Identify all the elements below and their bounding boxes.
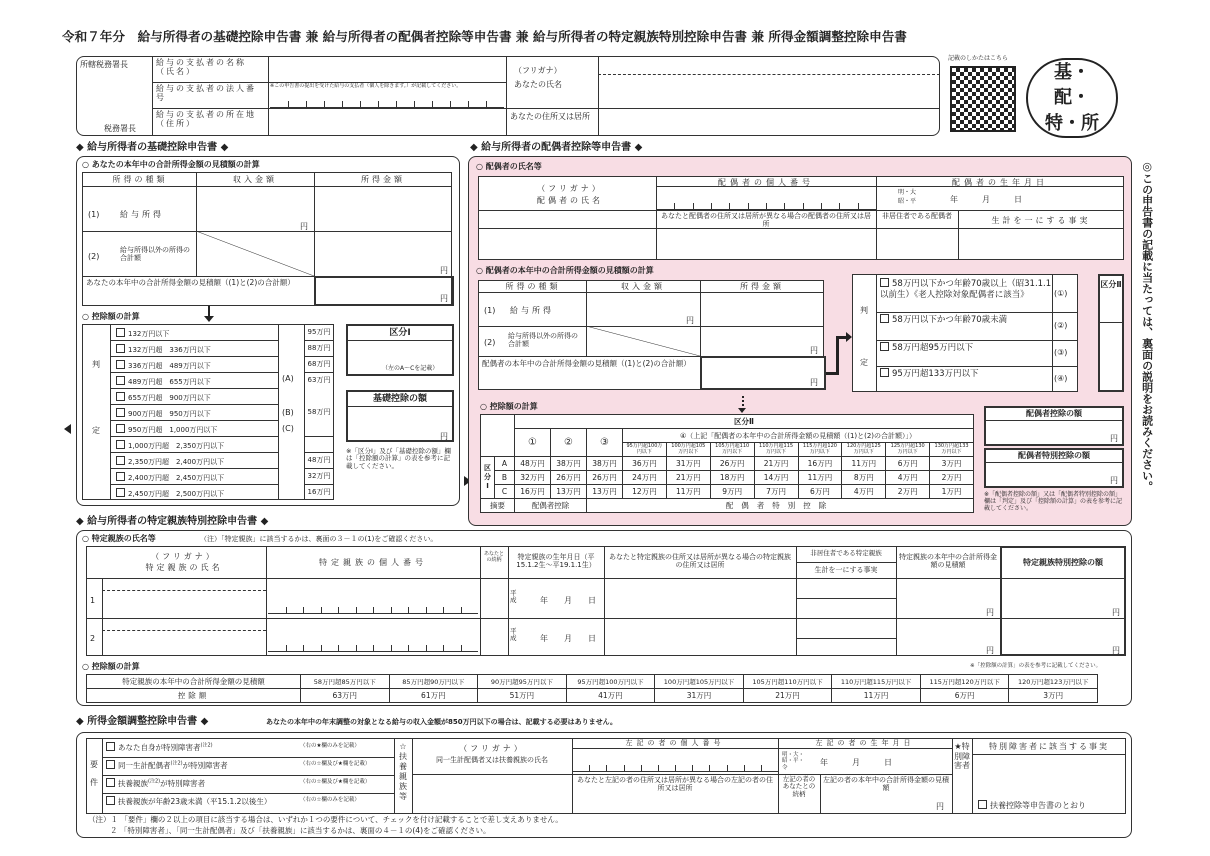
amount-divider xyxy=(304,436,334,437)
payer-name-label: 給与の支払者の名称（氏名） xyxy=(156,58,246,77)
amount-divider xyxy=(304,484,334,485)
checkbox[interactable] xyxy=(116,360,125,369)
adjust-item[interactable] xyxy=(106,778,205,789)
adjust-fact-check[interactable]: 扶養控除等申告書のとおり xyxy=(978,800,1086,810)
spouse-era2: 昭・平 xyxy=(898,198,917,205)
item-text: 同一生計配偶者 xyxy=(118,761,171,770)
option-number-divider xyxy=(1052,274,1053,392)
option-checkbox[interactable] xyxy=(880,368,889,377)
basic-judge-2: 定 xyxy=(92,426,100,435)
adjust-income-label: 左記の者の本年中の合計所得金額の見積額 xyxy=(823,776,949,793)
item-divider xyxy=(102,757,394,758)
special-furigana: （フリガナ） xyxy=(151,552,217,561)
special-number-boxes-1[interactable] xyxy=(268,600,478,614)
checkbox[interactable] xyxy=(116,440,125,449)
checkbox[interactable] xyxy=(116,488,125,497)
option-text: 95万円超133万円以下 xyxy=(892,369,979,379)
special-name-note: （注）「特定親族」に該当するかは、裏面の３－１の(1)をご確認ください。 xyxy=(200,535,438,543)
special-address-label: あなたと特定親族の住所又は居所が異なる場合の特定親族の住所又は居所 xyxy=(609,553,791,570)
checkbox[interactable] xyxy=(116,376,125,385)
spouse-row2: 給与所得以外の所得の合計額 xyxy=(508,332,578,349)
adjust-checkbox[interactable] xyxy=(106,760,115,769)
adjust-item[interactable] xyxy=(106,760,228,771)
special-amount-yen-2: 円 xyxy=(1112,646,1120,655)
spouse-era1: 明・大 xyxy=(898,189,917,196)
adjust-star2-label: ★特別障害者 xyxy=(954,742,970,771)
item-after: が特別障害者 xyxy=(182,761,228,770)
deduction-cell: 4万円 xyxy=(886,471,930,485)
special-ymd-1: 年 月 日 xyxy=(540,596,596,605)
special-birth-label: 特定親族の生年月日（平15.1.2生～平19.1.1生） xyxy=(516,553,596,570)
sub-range-cell: 95万円超100万円以下 xyxy=(623,443,667,457)
range-cell: 100万円超105万円以下 xyxy=(655,675,744,689)
special-deduction-note: ※「控除額の計算」の表を参考に記載してください。 xyxy=(970,663,1102,669)
deduction-cell: 13万円 xyxy=(551,485,587,499)
deduction-cell: 11万円 xyxy=(666,485,710,499)
special-nonresident-label: 非居住者である特定親族 xyxy=(810,549,882,557)
kubun2-label: 区分Ⅱ xyxy=(1100,280,1122,289)
special-number-boxes-2[interactable] xyxy=(268,638,478,652)
basic-note: ※「区分Ⅰ」及び「基礎控除の額」欄は「控除額の計算」の表を参考に記載してください。 xyxy=(346,447,451,470)
amount-divider xyxy=(304,356,334,357)
deduction-cell: 4万円 xyxy=(842,485,886,499)
amount-cell: 11万円 xyxy=(832,689,921,703)
item-sup: (注2) xyxy=(148,778,161,785)
item-sup: (注2) xyxy=(200,742,213,749)
footnote-2: ２ 「特別障害者」、「同一生計配偶者」及び「扶養親族」に該当するかは、裏面の４－１の(4)をご確認ください。 xyxy=(110,826,491,835)
basic-range-row[interactable] xyxy=(116,472,224,482)
adjust-item[interactable] xyxy=(106,742,213,753)
your-address-label: あなたの住所又は居所 xyxy=(510,112,590,121)
spouse-deduction-yen: 円 xyxy=(1110,434,1118,443)
side-note: ◎この申告書の記載に当たっては、裏面の説明をお読みください。 xyxy=(1140,160,1154,492)
deduction-cell: 24万円 xyxy=(623,471,667,485)
spouse-judge-1: 判 xyxy=(860,306,868,315)
form-type-badge: 基・配・特・所 xyxy=(1026,58,1118,138)
spouse-address-label: あなたと配偶者の住所又は居所が異なる場合の配偶者の住所又は居所 xyxy=(661,212,871,229)
special-relation-label: あなたとの続柄 xyxy=(483,551,504,563)
spouse-col-type: 所得の種類 xyxy=(505,282,561,291)
spouse-name-label: 配偶者の氏名 xyxy=(537,196,603,205)
checkbox[interactable] xyxy=(116,456,125,465)
deduction-cell: 18万円 xyxy=(710,471,754,485)
amount-cell: 21万円 xyxy=(743,689,832,703)
adjust-section-note: あなたの本年中の年末調整の対象となる給与の収入金額が850万円以下の場合は、記載する必要はありません。 xyxy=(266,718,618,726)
spouse-sameliving-label: 生計を一にする事実 xyxy=(991,216,1091,225)
adjust-fact-label: 特別障害者に該当する事実 xyxy=(989,742,1109,751)
deduction-cell: 16万円 xyxy=(798,457,842,471)
item-text: 扶養親族が年齢23歳未満（平15.1.2以後生） xyxy=(118,797,272,806)
range-cell: 110万円超115万円以下 xyxy=(832,675,921,689)
payer-note: ※この申告書の提出を受けた給与の支払者（個人を除きます。）が記載してください。 xyxy=(270,83,462,89)
mark-a: (A) xyxy=(282,374,294,383)
special-section-title: ◆ 給与所得者の特定親族特別控除申告書 ◆ xyxy=(76,516,269,527)
range-text: 950万円超 1,000万円以下 xyxy=(128,426,218,434)
spouse-special-yen: 円 xyxy=(1110,476,1118,485)
row-divider xyxy=(110,388,278,389)
adjust-checkbox[interactable] xyxy=(106,778,115,787)
checkbox[interactable] xyxy=(116,328,125,337)
amount-cell: 31万円 xyxy=(655,689,744,703)
basic-col-type: 所得の種類 xyxy=(112,175,168,184)
item-sup: (注2) xyxy=(170,760,183,767)
item-note: （右の☆欄及び★欄を記載） xyxy=(300,761,371,767)
basic-range-row[interactable] xyxy=(116,440,224,450)
deduction-cell: 11万円 xyxy=(842,457,886,471)
deduction-cell: 13万円 xyxy=(587,485,623,499)
item-divider xyxy=(102,793,394,794)
adjust-mynumber-label: 左記の者の個人番号 xyxy=(625,739,725,747)
special-ymd-2: 年 月 日 xyxy=(540,634,596,643)
adjust-yen: 円 xyxy=(936,802,944,811)
basic-range-row[interactable] xyxy=(116,488,224,498)
basic-range-row[interactable] xyxy=(116,424,217,434)
tax-office-suffix: 税務署長 xyxy=(104,124,136,133)
amount-cell: 61万円 xyxy=(389,689,478,703)
deduction-cell: 7万円 xyxy=(754,485,798,499)
deduction-cell: 9万円 xyxy=(710,485,754,499)
range-text: 2,450万円超 2,500万円以下 xyxy=(128,490,225,498)
page-title: 令和７年分 給与所得者の基礎控除申告書 兼 給与所得者の配偶者控除等申告書 兼 給与所得者の特定親族特別控除申告書 兼 所得金額調整控除申告書 xyxy=(62,29,907,44)
special-mynumber-label: 特定親族の個人番号 xyxy=(319,558,427,567)
amount-cell: 6万円 xyxy=(920,689,1009,703)
deduction-cell: 12万円 xyxy=(623,485,667,499)
basic-yen2: 円 xyxy=(440,266,448,275)
option-checkbox[interactable] xyxy=(880,314,889,323)
range-text: 132万円以下 xyxy=(128,330,170,338)
basic-range-amount: 58万円 xyxy=(307,408,331,416)
furigana-label: （フリガナ） xyxy=(514,66,562,75)
basic-range-row[interactable] xyxy=(116,376,211,386)
amount-cell: 41万円 xyxy=(566,689,655,703)
range-cell: 105万円超110万円以下 xyxy=(743,675,832,689)
basic-row1: 給与所得 xyxy=(120,210,164,219)
basic-range-amount: 95万円 xyxy=(307,328,331,336)
option-number: (①) xyxy=(1054,289,1068,298)
basic-section-title: ◆ 給与所得者の基礎控除申告書 ◆ xyxy=(76,142,229,153)
spouse-option[interactable] xyxy=(880,314,1052,326)
basic-col-revenue: 収入金額 xyxy=(233,175,277,184)
deduction-cell: 16万円 xyxy=(515,485,551,499)
deduction-cell: 48万円 xyxy=(515,457,551,471)
basic-range-row[interactable] xyxy=(116,392,211,402)
special-deduction-title: ○ 控除額の計算 xyxy=(82,662,140,671)
range-text: 489万円超 655万円以下 xyxy=(128,378,211,386)
spouse-ymd: 年 月 日 xyxy=(950,195,1022,204)
basic-range-amount: 68万円 xyxy=(307,360,331,368)
spouse-section-title: ◆ 給与所得者の配偶者控除等申告書 ◆ xyxy=(470,142,643,153)
item-text: あなた自身が特別障害者 xyxy=(118,743,201,752)
option-checkbox[interactable] xyxy=(880,342,889,351)
spouse-total-yen: 円 xyxy=(810,378,818,387)
option-divider xyxy=(876,340,1078,341)
option-number: (②) xyxy=(1054,321,1068,330)
basic-total-label: あなたの本年中の合計所得金額の見積額（(1)と(2)の合計額） xyxy=(86,278,295,287)
item-after: が特別障害者 xyxy=(160,779,206,788)
range-text: 132万円超 336万円以下 xyxy=(128,346,211,354)
special-amount-yen-1: 円 xyxy=(1112,608,1120,617)
spouse-mynumber-label: 配偶者の個人番号 xyxy=(718,178,814,187)
range-cell: 90万円超95万円以下 xyxy=(478,675,567,689)
spouse-row1: 給与所得 xyxy=(510,306,554,315)
basic-judge-1: 判 xyxy=(92,360,100,369)
basic-range-amount: 63万円 xyxy=(307,376,331,384)
mark-c: (C) xyxy=(282,424,294,433)
basic-range-row[interactable] xyxy=(116,408,211,418)
qr-code[interactable] xyxy=(950,66,1016,132)
adjust-star-label: ☆扶養親族等 xyxy=(399,742,407,801)
deduction-cell: 3万円 xyxy=(930,457,974,471)
sub-range-cell: 105万円超110万円以下 xyxy=(710,443,754,457)
range-text: 655万円超 900万円以下 xyxy=(128,394,211,402)
spouse-col-income: 所得金額 xyxy=(740,282,784,291)
sub-range-cell: 100万円超105万円以下 xyxy=(666,443,710,457)
spouse-nonresident-label: 非居住者である配偶者 xyxy=(882,212,952,220)
range-cell: 95万円超100万円以下 xyxy=(566,675,655,689)
spouse-yen2: 円 xyxy=(810,346,818,355)
item-text: 扶養親族 xyxy=(118,779,148,788)
range-text: 900万円超 950万円以下 xyxy=(128,410,211,418)
deduction-cell: 26万円 xyxy=(710,457,754,471)
spouse-note: ※「配偶者控除の額」又は「配偶者特別控除の額」欄は「判定」及び「控除額の計算」の表を参考に記載してください。 xyxy=(984,491,1123,512)
adjust-relation-label: 左記の者のあなたとの続柄 xyxy=(782,775,816,798)
adjust-checkbox[interactable] xyxy=(106,796,115,805)
basic-total-input[interactable] xyxy=(314,276,454,306)
deduction-cell: 32万円 xyxy=(515,471,551,485)
special-sameliving-label: 生計を一にする事実 xyxy=(814,566,878,574)
range-text: 1,000万円超 2,350万円以下 xyxy=(128,442,225,450)
special-income-yen-1: 円 xyxy=(986,608,994,617)
footnote-1: （注）１ 「要件」欄の２以上の項目に該当する場合は、いずれか１つの要件について、チェックを付け記載することで差し支えありません。 xyxy=(88,815,563,824)
deduction-cell: 2万円 xyxy=(930,471,974,485)
basic-yen1: 円 xyxy=(300,222,308,231)
deduction-cell: 21万円 xyxy=(666,471,710,485)
sub-range-cell: 115万円超120万円以下 xyxy=(798,443,842,457)
spouse-name-title: ○ 配偶者の氏名等 xyxy=(476,162,542,171)
adjust-address-label: あなたと左記の者の住所又は居所が異なる場合の左記の者の住所又は居所 xyxy=(577,776,773,793)
special-era-2: 平成 xyxy=(510,627,517,643)
row-divider xyxy=(110,452,278,453)
basic-range-row[interactable] xyxy=(116,456,224,466)
option-number: (④) xyxy=(1054,374,1068,383)
spouse-total-input[interactable] xyxy=(700,356,826,390)
adjust-number-boxes[interactable] xyxy=(572,760,778,772)
kubun1-label: 区分Ⅰ xyxy=(389,328,411,338)
checkbox[interactable] xyxy=(116,344,125,353)
item-divider xyxy=(102,775,394,776)
range-cell: 115万円超120万円以下 xyxy=(920,675,1009,689)
option-text: 58万円以下かつ年齢70歳未満 xyxy=(892,315,1008,325)
option-divider xyxy=(876,366,1078,367)
basic-range-amount: 32万円 xyxy=(307,472,331,480)
deduction-cell: 2万円 xyxy=(886,485,930,499)
row-divider xyxy=(110,484,278,485)
spouse-furigana: （フリガナ） xyxy=(537,184,603,193)
checkbox[interactable] xyxy=(116,424,125,433)
basic-range-row[interactable] xyxy=(116,328,169,338)
spouse-special-label: 配偶者特別控除の額 xyxy=(1018,451,1090,460)
spouse-option[interactable] xyxy=(880,278,1052,301)
row-divider xyxy=(110,420,278,421)
row-divider xyxy=(110,372,278,373)
spouse-birth-label: 配偶者の生年月日 xyxy=(952,178,1048,187)
adjust-checkbox[interactable] xyxy=(106,742,115,751)
row-divider xyxy=(110,436,278,437)
amount-divider xyxy=(304,468,334,469)
adjust-item[interactable] xyxy=(106,796,271,807)
deduction-cell: 31万円 xyxy=(666,457,710,471)
special-deduction-table: 特定親族の本年中の合計所得金額の見積額 58万円超85万円以下 85万円超90万円以下 90万円超95万円以下 95万円超100万円以下 100万円超105万円以下 105万円超110万円以下 110万円超115万円以下 115万円超120万円以下 120万円超123万円以下 控除額 63万円 61万円 51万円 41万円 31万円 21万円 11万円 6万円 3万円 xyxy=(86,674,1098,703)
special-income-yen-2: 円 xyxy=(986,646,994,655)
adjust-furigana: （フリガナ） xyxy=(459,744,525,753)
spouse-option[interactable] xyxy=(880,342,1052,354)
your-name-label: あなたの氏名 xyxy=(514,80,562,89)
deduction-cell: 26万円 xyxy=(587,471,623,485)
spouse-deduction-label: 配偶者控除の額 xyxy=(1026,409,1082,418)
basic-col-income: 所得金額 xyxy=(361,175,405,184)
basic-amount-label: 基礎控除の額 xyxy=(372,394,427,404)
basic-income-title: ○ あなたの本年中の合計所得金額の見積額の計算 xyxy=(82,160,260,169)
deduction-cell: 36万円 xyxy=(623,457,667,471)
range-cell: 58万円超85万円以下 xyxy=(301,675,390,689)
adjust-ymd: 年 月 日 xyxy=(820,758,892,767)
basic-deduction-title: ○ 控除額の計算 xyxy=(82,312,140,321)
option-divider xyxy=(876,312,1078,313)
spouse-option[interactable] xyxy=(880,368,1052,380)
basic-range-row[interactable] xyxy=(116,360,211,370)
sub-range-cell: 125万円超130万円以下 xyxy=(886,443,930,457)
payer-number-boxes[interactable] xyxy=(270,98,504,108)
spouse-income-title: ○ 配偶者の本年中の合計所得金額の見積額の計算 xyxy=(476,266,654,275)
adjust-name-label: 同一生計配偶者又は扶養親族の氏名 xyxy=(436,756,548,764)
basic-total-yen: 円 xyxy=(440,294,448,303)
payer-number-label: 給与の支払者の法人番号 xyxy=(156,84,256,103)
special-amount-label: 特定親族特別控除の額 xyxy=(1023,558,1103,567)
item-note: （右の☆欄及び★欄を記載） xyxy=(300,779,371,785)
amount-cell: 3万円 xyxy=(1009,689,1098,703)
adjust-section-title: ◆ 所得金額調整控除申告書 ◆ xyxy=(76,716,209,727)
payer-address-label: 給与の支払者の所在地（住所） xyxy=(156,110,256,129)
spouse-deduction-title: ○ 控除額の計算 xyxy=(480,402,538,411)
basic-row2: 給与所得以外の所得の合計額 xyxy=(120,246,190,263)
adjust-era: 明・大・昭・平・令 xyxy=(782,752,805,771)
qr-caption: 記載のしかたはこちら xyxy=(948,55,1009,62)
item-note: （右の☆欄のみを記載） xyxy=(300,797,360,803)
deduction-cell: 1万円 xyxy=(930,485,974,499)
item-note: （右の★欄のみを記載） xyxy=(300,743,360,749)
range-text: 2,400万円超 2,450万円以下 xyxy=(128,474,225,482)
deduction-cell: 21万円 xyxy=(754,457,798,471)
range-cell: 85万円超90万円以下 xyxy=(389,675,478,689)
deduction-cell: 8万円 xyxy=(842,471,886,485)
spouse-total-label: 配偶者の本年中の合計所得金額の見積額（(1)と(2)の合計額） xyxy=(482,359,691,368)
spouse-yen1: 円 xyxy=(686,316,694,325)
row-divider xyxy=(110,356,278,357)
row-divider xyxy=(110,340,278,341)
basic-range-amount: 48万円 xyxy=(307,456,331,464)
checkbox[interactable] xyxy=(116,408,125,417)
row-divider xyxy=(110,468,278,469)
checkbox[interactable] xyxy=(116,472,125,481)
amount-divider xyxy=(304,340,334,341)
range-text: 336万円超 489万円以下 xyxy=(128,362,211,370)
adjust-birth-label: 左記の者の生年月日 xyxy=(815,739,915,747)
mark-b: (B) xyxy=(282,408,294,417)
deduction-cell: 6万円 xyxy=(798,485,842,499)
spouse-col-revenue: 収入金額 xyxy=(621,282,665,291)
deduction-cell: 26万円 xyxy=(551,471,587,485)
option-text: 58万円以下かつ年齢70歳以上（昭31.1.1以前生）《老人控除対象配偶者に該当》 xyxy=(880,279,1052,301)
sub-range-cell: 130万円超133万円以下 xyxy=(930,443,974,457)
kubun1-note: （左のA～Cを記載） xyxy=(382,365,439,372)
range-cell: 120万円超123万円以下 xyxy=(1009,675,1098,689)
option-text: 58万円超95万円以下 xyxy=(892,343,974,353)
tax-office-label: 所轄税務署長 xyxy=(80,60,128,69)
left-arrow-icon xyxy=(64,424,71,434)
deduction-cell: 11万円 xyxy=(798,471,842,485)
special-income-label: 特定親族の本年中の合計所得金額の見積額 xyxy=(899,553,997,570)
special-name-title: ○ 特定親族の氏名等 xyxy=(82,534,156,543)
spouse-number-boxes[interactable] xyxy=(656,200,876,210)
amount-divider xyxy=(304,452,334,453)
adjust-fact-checkbox[interactable] xyxy=(978,800,987,809)
amount-cell: 63万円 xyxy=(301,689,390,703)
row-divider xyxy=(110,404,278,405)
deduction-cell: 38万円 xyxy=(587,457,623,471)
amount-cell: 51万円 xyxy=(478,689,567,703)
sub-range-cell: 110万円超115万円以下 xyxy=(754,443,798,457)
spouse-judge-2: 定 xyxy=(860,358,868,367)
amount-divider xyxy=(304,372,334,373)
basic-range-row[interactable] xyxy=(116,344,211,354)
basic-amount-yen: 円 xyxy=(440,432,448,441)
special-name-label: 特定親族の氏名 xyxy=(145,563,223,572)
kubun2-box[interactable] xyxy=(1098,274,1124,392)
range-text: 2,350万円超 2,400万円以下 xyxy=(128,458,225,466)
checkbox[interactable] xyxy=(116,392,125,401)
sub-range-cell: 120万円超125万円以下 xyxy=(842,443,886,457)
option-checkbox[interactable] xyxy=(880,278,889,287)
option-number: (③) xyxy=(1054,348,1068,357)
special-era-1: 平成 xyxy=(510,589,517,605)
basic-range-amount: 16万円 xyxy=(307,488,331,496)
spouse-deduction-table: 区分Ⅱ ① ② ③ ④（上記「配偶者の本年中の合計所得金額の見積額（(1)と(2)の合計額）」） 95万円超100万円以下 100万円超105万円以下 105万円超110万円以下 110万円超115万円以下 115万円超120万円以下 120万円超125万円以下 125万円超130万円以下 130万円超133万円以下 区分Ⅰ A 48万円 38万円 38万円 36万円 31万円 26万円 21万円 16万円 11万円 6万円 3万円 B 32万円 26万円 26万円 24万円 21万円 18万円 14万円 11万円 8万円 4万円 2万円 C 16万円 13万円 13万円 12万円 11万円 9万円 7万円 6万円 4万円 2万円 1万円 摘要 配偶者控除 配偶者特別控除 xyxy=(480,414,974,513)
basic-range-amount: 88万円 xyxy=(307,344,331,352)
deduction-cell: 6万円 xyxy=(886,457,930,471)
deduction-cell: 14万円 xyxy=(754,471,798,485)
adjust-req-label: 要件 xyxy=(90,760,98,787)
deduction-cell: 38万円 xyxy=(551,457,587,471)
